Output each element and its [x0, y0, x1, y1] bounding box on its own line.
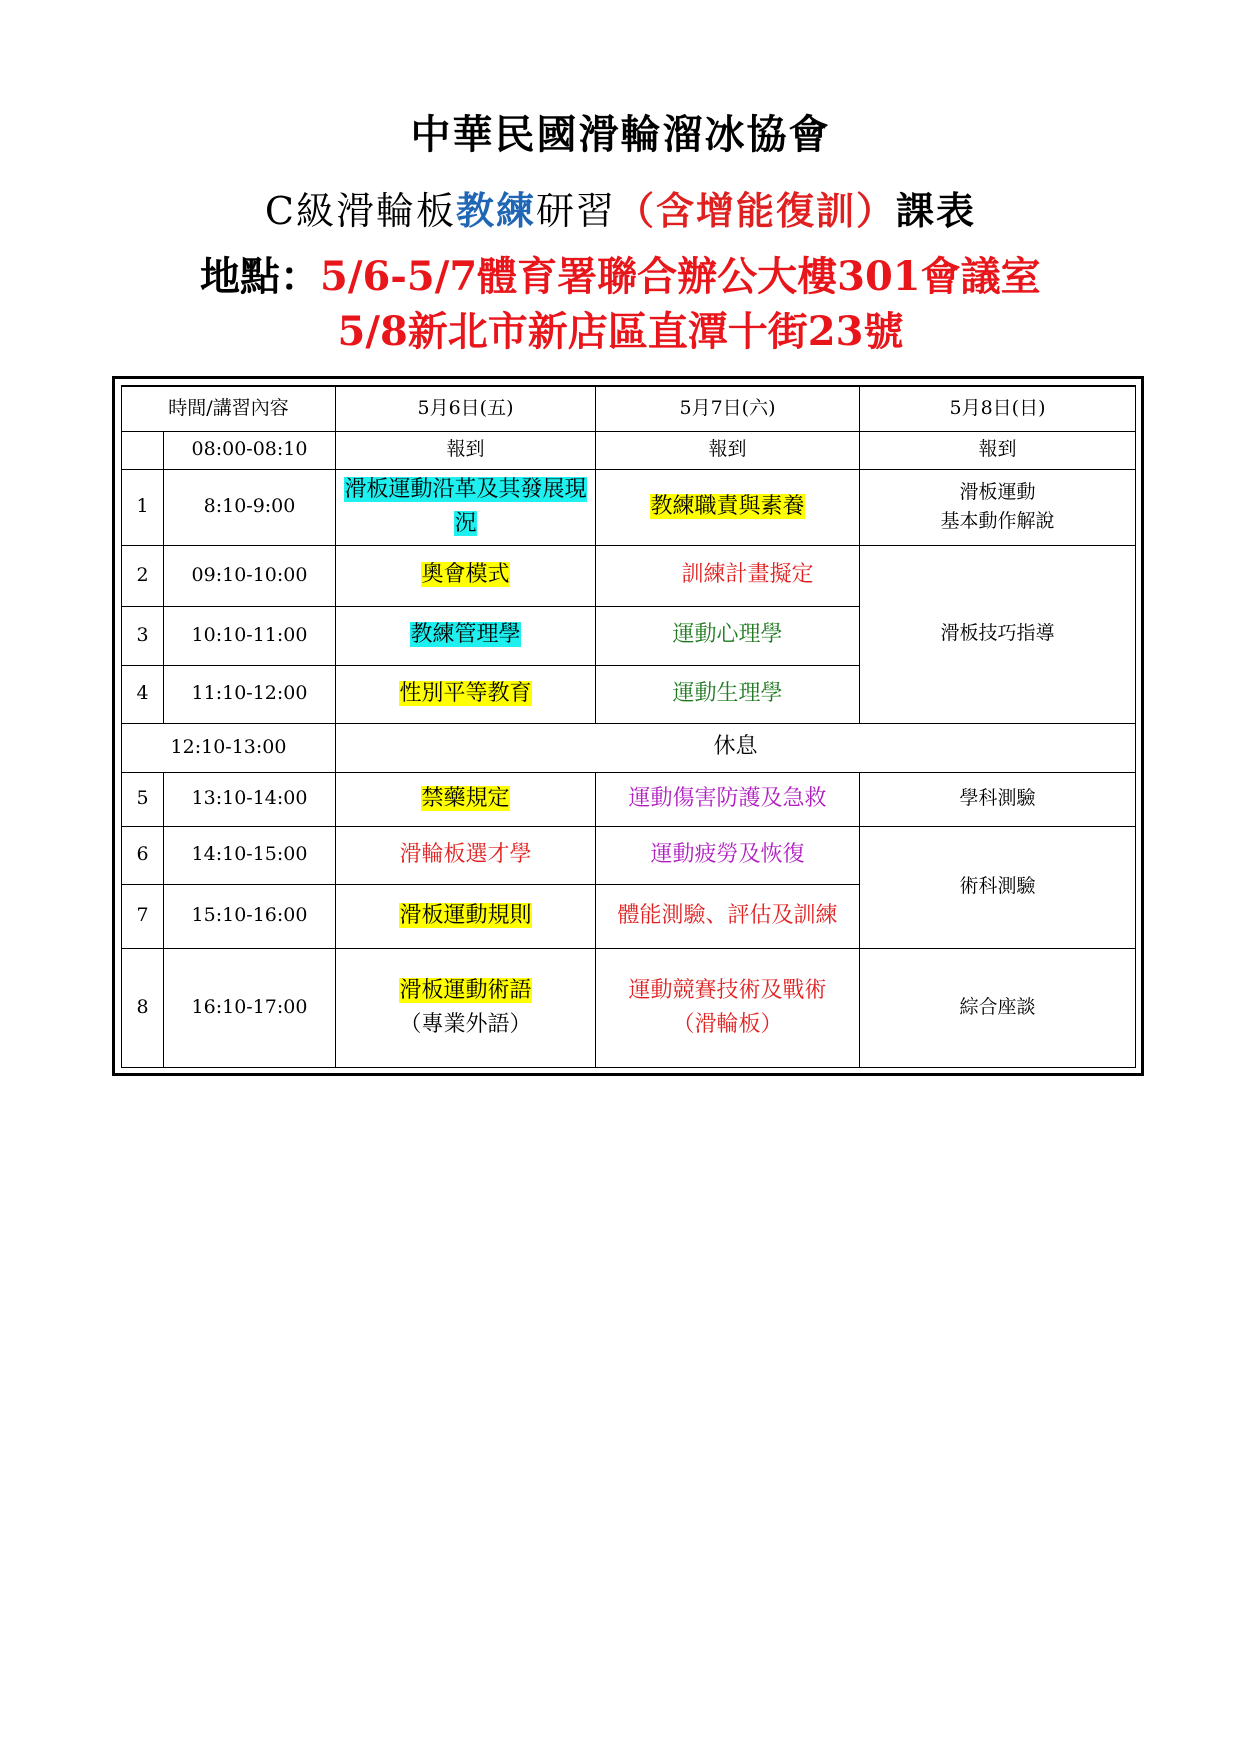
- course-cell: 學科測驗: [860, 772, 1136, 826]
- course-cell: [336, 772, 596, 826]
- row-no: 7: [122, 884, 164, 948]
- location-line-2: 5/8新北市新店區直潭十街23號: [337, 308, 904, 355]
- location-label: 地點：: [200, 253, 320, 300]
- course-cell: [596, 545, 860, 606]
- checkin-day-1: 報到: [336, 431, 596, 469]
- row-time: 15:10-16:00: [164, 884, 336, 948]
- row-no: 1: [122, 469, 164, 545]
- header-time: 時間/講習內容: [122, 386, 336, 431]
- row-time: 09:10-10:00: [164, 545, 336, 606]
- course-name-line-2: 基本動作解說: [940, 510, 1055, 532]
- course-cell: [336, 469, 596, 545]
- table-header-row: [122, 386, 1136, 431]
- page-title: 中華民國滑輪溜冰協會: [410, 111, 831, 158]
- course-name: 性別平等教育: [399, 680, 532, 706]
- table-row: [122, 545, 1136, 606]
- course-name-sub: （滑輪板）: [672, 1011, 783, 1037]
- row-no: 6: [122, 826, 164, 884]
- location-line-1: [200, 245, 1041, 302]
- course-cell: 運動傷害防護及急救: [596, 772, 860, 826]
- course-name: 訓練計畫擬定: [681, 562, 814, 588]
- course-name: 運動競賽技術及戰術: [628, 977, 827, 1003]
- header-day-3: 5月8日(日): [860, 386, 1136, 431]
- table-row: [122, 826, 1136, 884]
- course-cell: 運動疲勞及恢復: [596, 826, 860, 884]
- table-row: [122, 948, 1136, 1068]
- course-cell: [336, 884, 596, 948]
- course-cell: [336, 665, 596, 723]
- row-time: 16:10-17:00: [164, 948, 336, 1068]
- course-name: 教練職責與素養: [650, 493, 805, 519]
- location-text-1: 5/6-5/7體育署聯合辦公大樓301會議室: [320, 253, 1041, 300]
- checkin-day-3: 報到: [860, 431, 1136, 469]
- row-no: 4: [122, 665, 164, 723]
- row-time: 11:10-12:00: [164, 665, 336, 723]
- course-cell: [336, 606, 596, 665]
- course-name: 滑板運動規則: [399, 902, 532, 928]
- schedule-frame: [112, 376, 1144, 1076]
- row-time: 08:00-08:10: [164, 431, 336, 469]
- course-cell: [336, 948, 596, 1068]
- header-day-1: 5月6日(五): [336, 386, 596, 431]
- course-name-line-1: 滑板運動: [959, 480, 1036, 503]
- row-no: 5: [122, 772, 164, 826]
- header-day-2: 5月7日(六): [596, 386, 860, 431]
- course-cell: 滑輪板選才學: [336, 826, 596, 884]
- schedule-table: [121, 385, 1136, 1068]
- course-cell: [336, 545, 596, 606]
- course-name: 奧會模式: [421, 562, 510, 588]
- checkin-day-2: 報到: [596, 431, 860, 469]
- subtitle-part-2: 教練: [456, 188, 537, 233]
- course-cell: [596, 469, 860, 545]
- subtitle-part-5: 課表: [896, 188, 977, 233]
- course-cell: 體能測驗、評估及訓練: [596, 884, 860, 948]
- row-time: 10:10-11:00: [164, 606, 336, 665]
- row-no: [122, 431, 164, 469]
- subtitle-part-4: （含增能復訓）: [616, 188, 897, 233]
- course-name: 滑板運動術語: [399, 977, 532, 1003]
- course-cell: 滑板技巧指導: [860, 545, 1136, 723]
- row-no: 8: [122, 948, 164, 1068]
- subtitle-part-1: C級滑輪板: [264, 189, 456, 233]
- course-cell: [860, 469, 1136, 545]
- table-row: [122, 469, 1136, 545]
- table-row: [122, 772, 1136, 826]
- course-name: 禁藥規定: [421, 785, 510, 811]
- course-cell: 綜合座談: [860, 948, 1136, 1068]
- row-no: 2: [122, 545, 164, 606]
- row-no: 3: [122, 606, 164, 665]
- course-cell: [596, 948, 860, 1068]
- lunch-label: 休息: [336, 723, 1136, 772]
- row-time: 13:10-14:00: [164, 772, 336, 826]
- row-time: 8:10-9:00: [164, 469, 336, 545]
- page-subtitle: [0, 180, 1241, 235]
- table-row: [122, 431, 1136, 469]
- course-name: 教練管理學: [410, 622, 521, 648]
- subtitle-part-3: 研習: [536, 189, 617, 233]
- course-name: 滑板運動沿革及其發展現況: [344, 476, 587, 536]
- course-cell: 運動生理學: [596, 665, 860, 723]
- course-name-sub: （專業外語）: [399, 1011, 532, 1037]
- course-cell: 運動心理學: [596, 606, 860, 665]
- lunch-time: 12:10-13:00: [122, 723, 336, 772]
- table-row-lunch: [122, 723, 1136, 772]
- row-time: 14:10-15:00: [164, 826, 336, 884]
- course-cell: 術科測驗: [860, 826, 1136, 948]
